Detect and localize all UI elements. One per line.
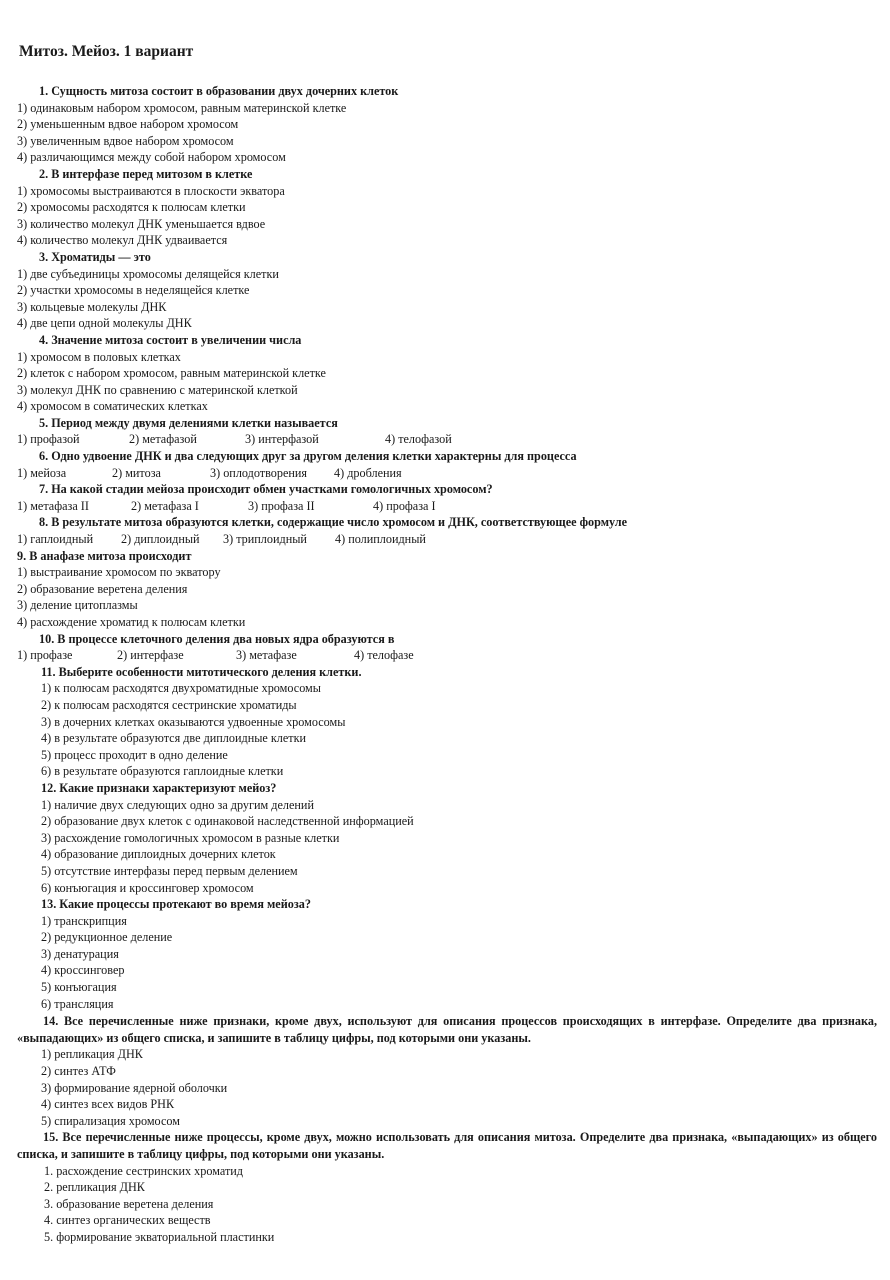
answer-option: 1) выстраивание хромосом по экватору [17, 565, 221, 580]
answer-option: 4) количество молекул ДНК удваивается [17, 233, 228, 248]
answer-option: 5) конъюгация [41, 980, 117, 995]
answer-option: 5) спирализация хромосом [41, 1113, 180, 1128]
question-text: 13. Какие процессы протекают во время мейоза? [41, 897, 311, 912]
answer-option: 2) уменьшенным вдвое набором хромосом [17, 117, 239, 132]
question-text: 6. Одно удвоение ДНК и два следующих друг за другом деления клетки характерны для процесса [39, 449, 577, 464]
question-6 [17, 448, 877, 481]
answer-option: 3) количество молекул ДНК уменьшается вдвое [17, 216, 266, 231]
answer-option: 2) образование веретена деления [17, 581, 188, 596]
answer-option: 3) формирование ядерной оболочки [41, 1080, 228, 1095]
answer-option: 3) кольцевые молекулы ДНК [17, 299, 167, 314]
answer-option: 3) оплодотворения [210, 465, 308, 480]
answer-option: 2) синтез АТФ [41, 1064, 116, 1079]
question-text: 12. Какие признаки характеризуют мейоз? [41, 780, 277, 795]
answer-option: 1) наличие двух следующих одно за другим делений [41, 797, 314, 812]
question-11 [17, 664, 877, 780]
question-3 [17, 249, 877, 332]
answer-option: 3) профаза II [248, 498, 315, 513]
answer-option: 3) денатурация [41, 946, 119, 961]
question-12 [17, 780, 877, 896]
answer-option: 2) к полюсам расходятся сестринские хроматиды [41, 697, 297, 712]
answer-option: 2) участки хромосомы в неделящейся клетке [17, 283, 250, 298]
answer-option: 2. репликация ДНК [44, 1180, 145, 1195]
answer-option: 6) трансляция [41, 996, 114, 1011]
answer-option: 2) диплоидный [121, 532, 200, 547]
answer-option: 2) интерфазе [117, 648, 184, 663]
answer-options-row [17, 431, 877, 448]
answer-option: 3) деление цитоплазмы [17, 598, 138, 613]
question-text: 11. Выберите особенности митотического деления клетки. [41, 664, 362, 679]
question-7 [17, 481, 877, 514]
answer-option: 4) телофазой [385, 432, 452, 447]
answer-option: 4. синтез органических веществ [44, 1213, 211, 1228]
answer-option: 2) метафаза I [131, 498, 199, 513]
answer-option: 4) телофазе [354, 648, 414, 663]
question-text: 3. Хроматиды — это [39, 249, 151, 264]
questions-list [17, 83, 877, 1246]
question-text: 8. В результате митоза образуются клетки, содержащие число хромосом и ДНК, соответствующее формуле [39, 515, 628, 530]
question-text: 4. Значение митоза состоит в увеличении числа [39, 332, 302, 347]
answer-option: 1. расхождение сестринских хроматид [44, 1163, 243, 1178]
question-text: 5. Период между двумя делениями клетки называется [39, 415, 338, 430]
question-text: 1. Сущность митоза состоит в образовании двух дочерних клеток [39, 84, 399, 98]
answer-option: 3) триплоидный [223, 532, 307, 547]
answer-option: 2) клеток с набором хромосом, равным материнской клетке [17, 366, 326, 381]
answer-option: 2) митоза [112, 465, 161, 480]
answer-option: 3) молекул ДНК по сравнению с материнской клеткой [17, 382, 298, 397]
answer-option: 2) хромосомы расходятся к полюсам клетки [17, 200, 246, 215]
answer-option: 4) синтез всех видов РНК [41, 1097, 175, 1112]
question-text: 14. Все перечисленные ниже признаки, кроме двух, используют для описания процессов происходящих в интерфазе. Определите два признака, «выпадающих» из общего списка, и запишите в таблицу цифры, под которыми они указаны. [17, 1014, 877, 1045]
question-15 [17, 1129, 877, 1245]
question-text: 10. В процессе клеточного деления два новых ядра образуются в [39, 631, 395, 646]
answer-option: 1) транскрипция [41, 913, 127, 928]
worksheet-title: Митоз. Мейоз. 1 вариант [19, 43, 194, 60]
answer-options-row [17, 498, 877, 515]
answer-option: 3. образование веретена деления [44, 1196, 214, 1211]
question-2 [17, 166, 877, 249]
answer-option: 2) метафазой [129, 432, 197, 447]
answer-option: 1) профазе [17, 648, 73, 663]
answer-option: 3) интерфазой [245, 432, 319, 447]
answer-option: 1) гаплоидный [17, 532, 94, 547]
answer-option: 1) мейоза [17, 465, 67, 480]
question-5 [17, 415, 877, 448]
answer-option: 5) процесс проходит в одно деление [41, 747, 228, 762]
answer-option: 1) к полюсам расходятся двухроматидные хромосомы [41, 681, 321, 696]
answer-option: 4) профаза I [373, 498, 436, 513]
question-4 [17, 332, 877, 415]
question-13 [17, 896, 877, 1012]
answer-options-row [17, 531, 877, 548]
answer-option: 1) профазой [17, 432, 80, 447]
answer-option: 1) метафаза II [17, 498, 89, 513]
question-text: 9. В анафазе митоза происходит [17, 548, 192, 563]
question-10 [17, 631, 877, 664]
answer-option: 2) редукционное деление [41, 930, 173, 945]
answer-option: 4) две цепи одной молекулы ДНК [17, 316, 192, 331]
answer-option: 3) увеличенным вдвое набором хромосом [17, 133, 234, 148]
question-text: 7. На какой стадии мейоза происходит обмен участками гомологичных хромосом? [39, 482, 493, 497]
answer-option: 4) различающимся между собой набором хромосом [17, 150, 286, 165]
answer-option: 4) образование диплоидных дочерних клеток [41, 847, 276, 862]
question-1 [17, 83, 877, 166]
answer-option: 5. формирование экваториальной пластинки [44, 1229, 275, 1244]
answer-option: 4) кроссинговер [41, 963, 125, 978]
answer-option: 1) одинаковым набором хромосом, равным материнской клетке [17, 100, 347, 115]
answer-option: 3) расхождение гомологичных хромосом в разные клетки [41, 830, 340, 845]
answer-option: 5) отсутствие интерфазы перед первым делением [41, 863, 298, 878]
answer-option: 3) метафазе [236, 648, 297, 663]
answer-option: 1) две субъединицы хромосомы делящейся клетки [17, 266, 279, 281]
question-9 [17, 548, 877, 631]
answer-options-row [17, 647, 877, 664]
answer-option: 3) в дочерних клетках оказываются удвоенные хромосомы [41, 714, 346, 729]
answer-option: 4) полиплоидный [335, 532, 426, 547]
question-8 [17, 514, 877, 547]
question-text: 15. Все перечисленные ниже процессы, кроме двух, можно использовать для описания митоза. Определите два признака, «выпадающих» из общего списка, и запишите в таблицу цифры, под которыми они указаны. [17, 1130, 877, 1161]
answer-option: 6) конъюгация и кроссинговер хромосом [41, 880, 254, 895]
answer-option: 4) дробления [334, 465, 402, 480]
question-text: 2. В интерфазе перед митозом в клетке [39, 166, 253, 181]
answer-option: 1) хромосомы выстраиваются в плоскости экватора [17, 183, 285, 198]
answer-options-row [17, 465, 877, 482]
answer-option: 6) в результате образуются гаплоидные клетки [41, 764, 284, 779]
answer-option: 4) расхождение хроматид к полюсам клетки [17, 615, 246, 629]
answer-option: 4) в результате образуются две диплоидные клетки [41, 731, 307, 746]
answer-option: 1) репликация ДНК [41, 1047, 143, 1062]
answer-option: 4) хромосом в соматических клетках [17, 399, 208, 414]
answer-option: 1) хромосом в половых клетках [17, 349, 181, 364]
answer-option: 2) образование двух клеток с одинаковой наследственной информацией [41, 814, 414, 829]
question-14 [17, 1013, 877, 1129]
